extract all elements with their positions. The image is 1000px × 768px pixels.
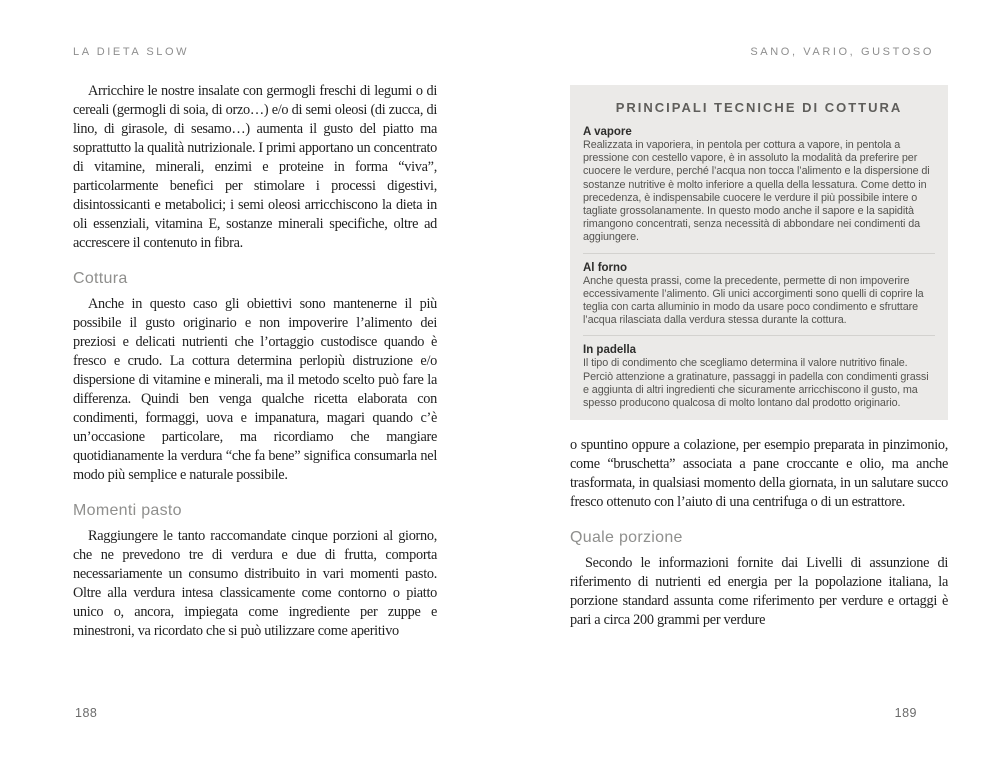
right-page-number: 189 <box>894 706 917 720</box>
left-paragraph-3: Raggiungere le tanto raccomandate cinque porzioni al giorno, che ne prevedono tre di verdura e due di frutta, comporta necessariamente un consumo distribuito in vari momenti pasto. Oltre alla verdura intesa classicamente come contorno o piatto unico o, ancora, impiegata come ingrediente per zuppe e minestroni, va ricordato che si può utilizzare come aperitivo <box>73 528 437 639</box>
box-section-vapore <box>583 125 935 245</box>
left-page-number: 188 <box>75 706 98 720</box>
box-section-label: In padella <box>583 344 637 357</box>
left-paragraph-1: Arricchire le nostre insalate con germogli freschi di legumi o di cereali (germogli di soia, di orzo…) e/o di semi oleosi (di zucca, di lino, di girasole, di sesamo…) aumenta il gusto del piatto ma soprattutto la qualità nutrizionale. I primi apportano un concentrato di vitamine, minerali, enzimi e proteine in forma “viva”, particolarmente benefici per stimolare i processi digestivi, disintossicanti e metabolici; i semi oleosi arricchiscono la dieta in oli essenziali, vitamina E, sostanze minerali specifiche, oltre ad accrescere il contenuto in fibra. <box>73 83 438 251</box>
heading-momenti-pasto: Momenti pasto <box>73 502 182 519</box>
box-section-text: Realizzata in vaporiera, in pentola per cottura a vapore, in pentola a pressione con cestello vapore, è in assoluto la modalità da preferire per cuocere le verdure, perché l’acqua non tocca l’alimento e la dispersione di sostanze nutritive è molto inferiore a quella della lessatura. Come detto in precedenza, è indispensabile cuocere le verdure il più possibile intere o tagliate grossolanamente. In questo modo anche il sapore e la sapidità rimangono concentrati, senza necessità di abbondare nei condimenti da aggiungere. <box>583 139 930 244</box>
box-section-padella <box>583 343 935 410</box>
right-paragraph-2: Secondo le informazioni fornite dai Livelli di assunzione di riferimento di nutrienti ed energia per la popolazione italiana, la porzione standard assunta come riferimento per verdure e ortaggi è pari a circa 200 grammi per verdure <box>570 555 948 629</box>
right-paragraph-1: o spuntino oppure a colazione, per esempio preparata in pinzimonio, come “bruschetta” associata a pane croccante e olio, ma anche trasformata, in qualsiasi momento della giornata, in un salutare succo fresco ottenuto con l’aiuto di una centrifuga o di un estrattore. <box>570 437 948 511</box>
left-running-head: LA DIETA SLOW <box>73 46 190 58</box>
heading-quale-porzione: Quale porzione <box>570 529 683 547</box>
right-page <box>570 46 948 630</box>
cooking-techniques-box <box>570 85 948 420</box>
box-divider <box>583 253 935 254</box>
box-section-text: Anche questa prassi, come la precedente, permette di non impoverire eccessivamente l’alimento. Gli unici accorgimenti sono quelli di coprire la teglia con carta alluminio in modo da usare poco condimento e sfruttare l’acqua rilasciata dalla verdura stessa durante la cottura. <box>583 274 924 327</box>
box-title: PRINCIPALI TECNICHE DI COTTURA <box>615 100 903 115</box>
left-paragraph-2: Anche in questo caso gli obiettivi sono mantenerne il più possibile il gusto originario e non impoverire l’alimento dei preziosi e delicati nutrienti che l’ortaggio custodisce quando è fresco e crudo. La cottura determina perlopiù distruzione e/o dispersione di vitamine e minerali, ma il metodo scelto può fare la differenza. Quindi ben venga qualche ricetta elaborata con condimenti, formaggi, uova e impanatura, magari quando c’è un’occasione particolare, ma ricordiamo che mangiare quotidianamente la verdura “che fa bene” significa consumarla nel modo più semplice e naturale possibile. <box>73 296 437 483</box>
box-section-forno <box>583 261 935 328</box>
box-section-text: Il tipo di condimento che scegliamo determina il valore nutritivo finale. Perciò attenzione a gratinature, passaggi in padella con condimenti grassi e aggiunta di altri ingredienti che sicuramente arricchiscono il gusto, ma spesso producono qualcosa di molto lontano dal prodotto originario. <box>583 357 929 410</box>
heading-cottura: Cottura <box>73 270 128 287</box>
box-divider <box>583 335 935 336</box>
box-section-label: A vapore <box>583 126 632 138</box>
box-section-label: Al forno <box>583 261 628 274</box>
right-running-head: SANO, VARIO, GUSTOSO <box>750 46 934 58</box>
left-page <box>73 46 437 641</box>
